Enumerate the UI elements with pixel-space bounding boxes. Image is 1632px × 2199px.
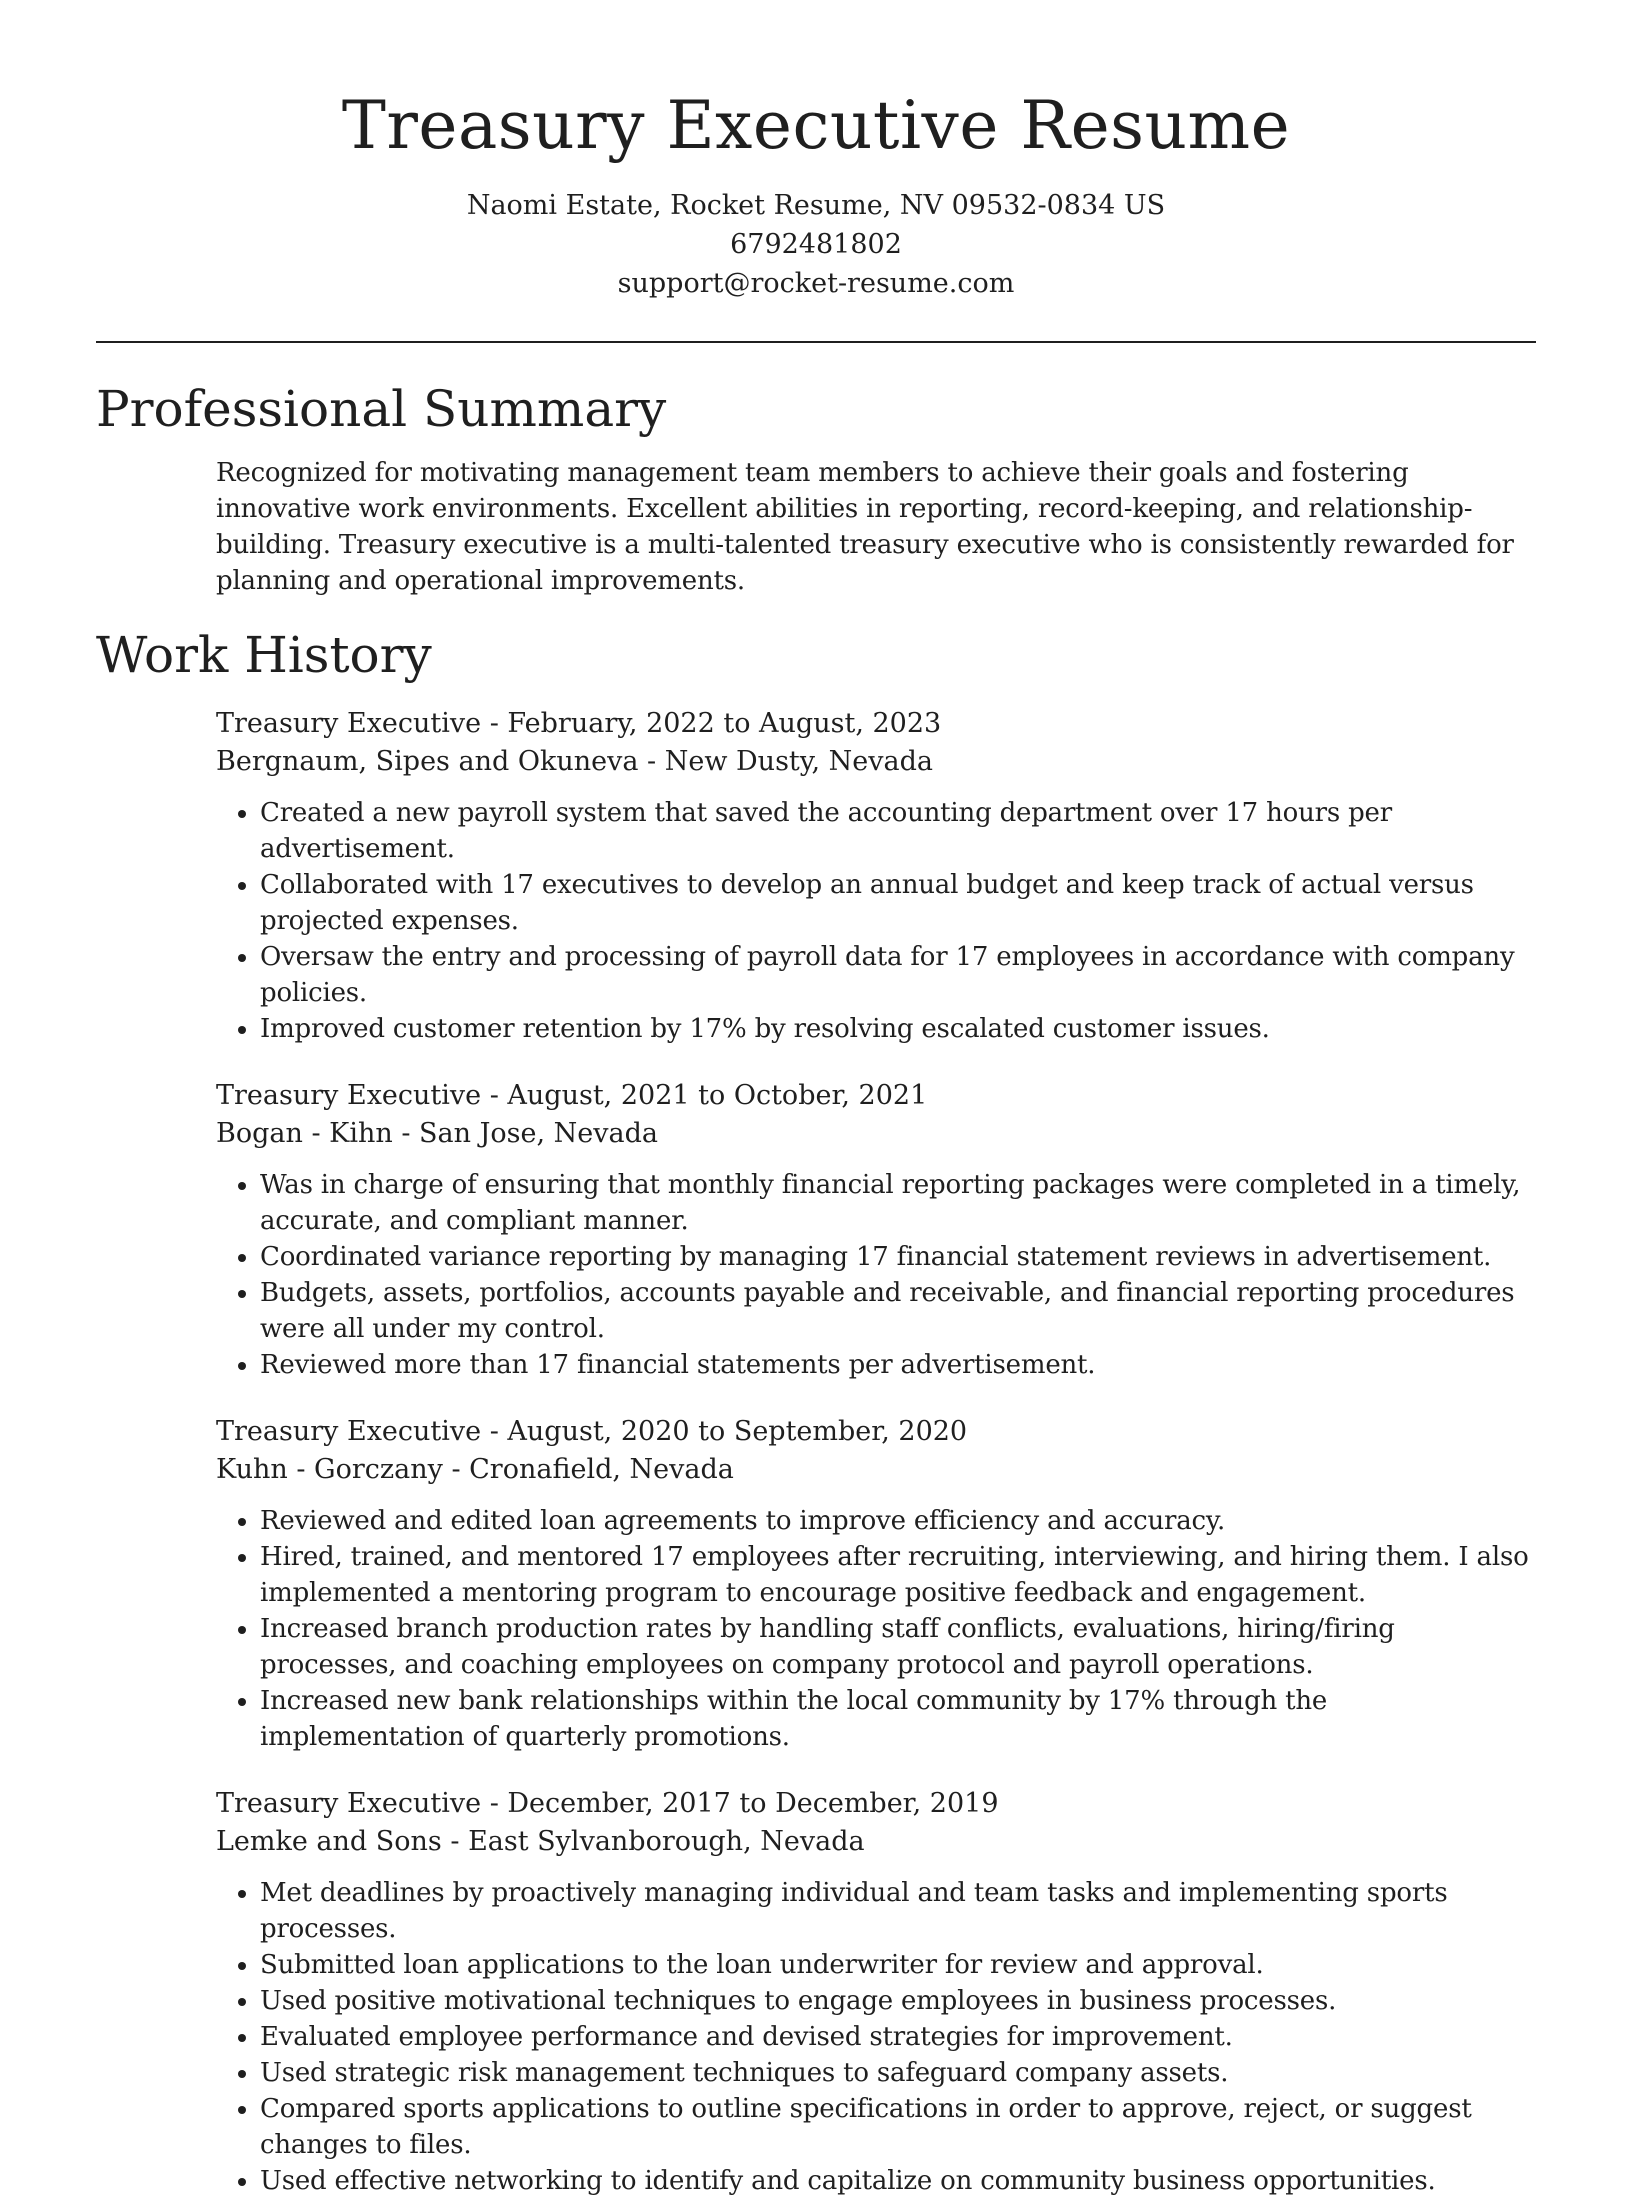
job-bullet: • Improved customer retention by 17% by resolving escalated customer issues.: [260, 1011, 1536, 1047]
job-entry: [216, 1413, 1536, 1755]
job-bullets: [216, 1875, 1536, 2199]
job-entry: [216, 705, 1536, 1047]
job-bullet: • Used positive motivational techniques to engage employees in business processes.: [260, 1983, 1536, 2019]
job-company: Bergnaum, Sipes and Okuneva: [216, 746, 639, 777]
job-bullet: • Created a new payroll system that saved the accounting department over 17 hours per advertisement.: [260, 795, 1536, 867]
job-bullet: • Reviewed more than 17 financial statements per advertisement.: [260, 1347, 1536, 1383]
job-location: - New Dusty, Nevada: [638, 746, 933, 777]
job-role-line: [216, 705, 1536, 743]
job-company-line: [216, 1823, 1536, 1861]
job-company-line: [216, 1451, 1536, 1489]
job-role: Treasury Executive: [216, 708, 482, 739]
resume-title: Treasury Executive Resume: [341, 87, 1291, 164]
resume-header: [96, 0, 1536, 303]
job-bullets: [216, 1503, 1536, 1755]
job-location: - Cronafield, Nevada: [442, 1454, 734, 1485]
summary-heading: Professional Summary: [96, 380, 667, 438]
header-divider: [96, 341, 1536, 343]
job-bullet: • Coordinated variance reporting by managing 17 financial statement reviews in advertisement.: [260, 1239, 1536, 1275]
job-role: Treasury Executive: [216, 1080, 482, 1111]
job-dates: - August, 2020 to September, 2020: [481, 1416, 968, 1447]
contact-phone: 6792481802: [730, 229, 902, 260]
job-role-line: [216, 1785, 1536, 1823]
job-bullet: • Increased new bank relationships within the local community by 17% through the implementation of quarterly promotions.: [260, 1683, 1536, 1755]
job-bullet: • Was in charge of ensuring that monthly financial reporting packages were completed in a timely, accurate, and compliant manner.: [260, 1167, 1536, 1239]
summary-text: Recognized for motivating management team members to achieve their goals and fostering innovative work environments. Excellent abilities in reporting, record-keeping, and relationship-building. Treasury executive is a multi-talented treasury executive who is consistently rewarded for planning and operational improvements.: [216, 458, 1514, 596]
job-bullet: • Compared sports applications to outline specifications in order to approve, reject, or suggest changes to files.: [260, 2091, 1536, 2163]
job-location: - East Sylvanborough, Nevada: [441, 1826, 865, 1857]
job-bullet: • Submitted loan applications to the loan underwriter for review and approval.: [260, 1947, 1536, 1983]
job-bullet: • Collaborated with 17 executives to develop an annual budget and keep track of actual versus projected expenses.: [260, 867, 1536, 939]
job-bullet: • Met deadlines by proactively managing individual and team tasks and implementing sports processes.: [260, 1875, 1536, 1947]
job-bullet: • Evaluated employee performance and devised strategies for improvement.: [260, 2019, 1536, 2055]
job-company-line: [216, 1115, 1536, 1153]
job-entry: [216, 1785, 1536, 2199]
job-bullet: • Reviewed and edited loan agreements to improve efficiency and accuracy.: [260, 1503, 1536, 1539]
job-company-line: [216, 743, 1536, 781]
job-dates: - February, 2022 to August, 2023: [481, 708, 942, 739]
job-company: Lemke and Sons: [216, 1826, 442, 1857]
contact-block: [96, 186, 1536, 303]
job-location: - San Jose, Nevada: [392, 1118, 659, 1149]
job-bullet: • Used effective networking to identify and capitalize on community business opportunities.: [260, 2163, 1536, 2199]
job-company: Kuhn - Gorczany: [216, 1454, 443, 1485]
job-entry: [216, 1077, 1536, 1383]
job-bullet: • Increased branch production rates by handling staff conflicts, evaluations, hiring/firing processes, and coaching employees on company protocol and payroll operations.: [260, 1611, 1536, 1683]
contact-address: Naomi Estate, Rocket Resume, NV 09532-0834 US: [466, 190, 1166, 221]
work-history-list: [96, 705, 1536, 2199]
job-bullet: • Hired, trained, and mentored 17 employees after recruiting, interviewing, and hiring them. I also implemented a mentoring program to encourage positive feedback and engagement.: [260, 1539, 1536, 1611]
job-bullet: • Oversaw the entry and processing of payroll data for 17 employees in accordance with company policies.: [260, 939, 1536, 1011]
job-role-line: [216, 1413, 1536, 1451]
job-role-line: [216, 1077, 1536, 1115]
job-role: Treasury Executive: [216, 1416, 482, 1447]
job-bullet: • Used strategic risk management techniques to safeguard company assets.: [260, 2055, 1536, 2091]
contact-email: support@rocket-resume.com: [617, 268, 1015, 299]
job-bullets: [216, 795, 1536, 1047]
job-bullets: [216, 1167, 1536, 1383]
job-company: Bogan - Kihn: [216, 1118, 393, 1149]
job-bullet: • Budgets, assets, portfolios, accounts payable and receivable, and financial reporting procedures were all under my control.: [260, 1275, 1536, 1347]
work-history-heading: Work History: [96, 626, 432, 684]
job-dates: - December, 2017 to December, 2019: [481, 1788, 999, 1819]
job-role: Treasury Executive: [216, 1788, 482, 1819]
job-dates: - August, 2021 to October, 2021: [481, 1080, 928, 1111]
